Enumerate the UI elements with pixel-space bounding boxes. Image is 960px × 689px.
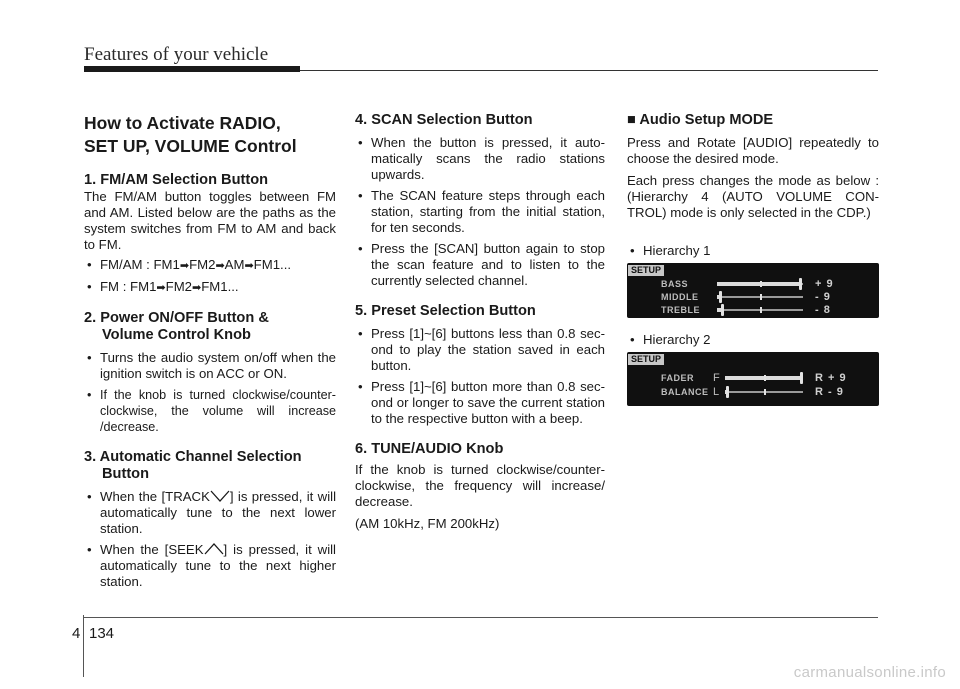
footer-rule-horizontal bbox=[83, 617, 878, 618]
section-power-title-line2: Volume Control Knob bbox=[102, 327, 251, 343]
header-rule-thin bbox=[300, 70, 878, 71]
main-heading-line2: SET UP, VOLUME Control bbox=[84, 136, 297, 156]
setup-row-value: R + 9 bbox=[815, 372, 847, 384]
fm-path-item bbox=[84, 279, 336, 296]
setup-tag: SETUP bbox=[628, 265, 664, 276]
arrow-right-icon: ➡ bbox=[156, 282, 166, 294]
seek-text-post: ] is pressed, it will automatically tune to the next higher station. bbox=[100, 542, 336, 589]
setup-row bbox=[627, 290, 879, 304]
setup-slider-fill bbox=[717, 282, 800, 286]
arrow-right-icon: ➡ bbox=[215, 260, 225, 272]
arrow-right-icon: ➡ bbox=[244, 260, 254, 272]
section-power-title bbox=[84, 310, 336, 344]
path-step: AM bbox=[224, 257, 245, 272]
section-tune-note: (AM 10kHz, FM 200kHz) bbox=[355, 516, 500, 531]
setup-row-value: + 9 bbox=[815, 278, 834, 290]
setup-slider-knob bbox=[799, 278, 802, 290]
setup-slider-center-mark bbox=[760, 307, 762, 313]
scan-list bbox=[355, 135, 605, 289]
setup-row-value: - 9 bbox=[815, 291, 831, 303]
watermark: carmanualsonline.info bbox=[793, 664, 946, 681]
section-tune-title: 6. TUNE/AUDIO Knob bbox=[355, 441, 504, 457]
column-2 bbox=[355, 112, 605, 532]
setup-slider-center-mark bbox=[760, 281, 762, 287]
section-tune-text: If the knob is turned clockwise/counter-clockwise, the frequency will increase/ decrease. bbox=[355, 462, 605, 509]
setup-row-left-letter: F bbox=[713, 372, 720, 384]
setup-panel-hierarchy-2 bbox=[627, 352, 879, 406]
setup-slider-knob bbox=[719, 291, 722, 303]
main-heading bbox=[84, 112, 336, 158]
setup-tag: SETUP bbox=[628, 354, 664, 365]
hierarchy-2-list bbox=[627, 332, 879, 348]
chevron-down-icon bbox=[210, 490, 230, 502]
setup-row-name: TREBLE bbox=[661, 305, 700, 315]
audio-setup-p2: Each press changes the mode as below : (Hierarchy 4 (AUTO VOLUME CON-TROL) mode is only selected in the CDP.) bbox=[627, 173, 879, 220]
track-text-pre: When the [TRACK bbox=[100, 489, 210, 504]
preset-list bbox=[355, 326, 605, 427]
path-step: FM2 bbox=[189, 257, 216, 272]
section-scan-title: 4. SCAN Selection Button bbox=[355, 112, 533, 128]
setup-row bbox=[627, 303, 879, 317]
seek-item bbox=[84, 542, 336, 590]
main-heading-line1: How to Activate RADIO, bbox=[84, 113, 281, 133]
setup-slider-track bbox=[717, 296, 803, 298]
header-title: Features of your vehicle bbox=[84, 44, 269, 65]
setup-row bbox=[627, 385, 879, 399]
setup-slider-knob bbox=[800, 372, 803, 384]
power-item-onoff: • Turns the audio system on/off when the ignition switch is on ACC or ON. bbox=[84, 350, 336, 382]
setup-row-value: R - 9 bbox=[815, 386, 844, 398]
section-auto-channel-title bbox=[84, 449, 336, 483]
section-auto-channel-title-line2: Button bbox=[102, 466, 150, 482]
page-number: 134 bbox=[89, 625, 115, 642]
scan-item-stop: • Press the [SCAN] button again to stop the scan feature and to listen to the currently selected channel. bbox=[355, 241, 605, 289]
track-item bbox=[84, 489, 336, 537]
header-rule-thick bbox=[84, 66, 300, 72]
setup-row bbox=[627, 277, 879, 291]
setup-slider-track bbox=[717, 283, 803, 285]
path-step: FM/AM : FM1 bbox=[100, 257, 180, 272]
section-auto-channel-title-line1: 3. Automatic Channel Selection bbox=[84, 449, 302, 465]
setup-row-left-letter: L bbox=[713, 386, 720, 398]
power-item-volume: • If the knob is turned clockwise/counter-clockwise, the volume will increase /decrease. bbox=[84, 387, 336, 435]
path-step: FM1... bbox=[201, 279, 239, 294]
section-power-title-line1: 2. Power ON/OFF Button & bbox=[84, 310, 269, 326]
hierarchy-1-list bbox=[627, 243, 879, 259]
setup-slider-center-mark bbox=[764, 389, 766, 395]
chapter-number: 4 bbox=[72, 625, 81, 642]
audio-setup-p1: Press and Rotate [AUDIO] repeatedly to choose the desired mode. bbox=[627, 135, 879, 166]
scan-item-auto: • When the button is pressed, it auto-matically scans the radio stations upwards. bbox=[355, 135, 605, 183]
fm-am-path-item bbox=[84, 257, 336, 274]
arrow-right-icon: ➡ bbox=[192, 282, 202, 294]
setup-slider-knob bbox=[721, 304, 724, 316]
section-fm-am-text: The FM/AM button toggles between FM and AM. Listed below are the paths as the system switches from FM to AM and back to FM. bbox=[84, 189, 336, 252]
setup-row-value: - 8 bbox=[815, 304, 831, 316]
scan-item-steps: • The SCAN feature steps through each station, starting from the initial station, for ten seconds. bbox=[355, 188, 605, 236]
path-step: FM1... bbox=[253, 257, 292, 272]
setup-slider-track bbox=[725, 391, 803, 393]
hierarchy-1-label: • Hierarchy 1 bbox=[627, 243, 879, 259]
fm-am-path-list bbox=[84, 257, 336, 296]
setup-panel-hierarchy-1 bbox=[627, 263, 879, 318]
setup-slider-track bbox=[717, 309, 803, 311]
chevron-up-icon bbox=[204, 543, 224, 555]
setup-row-name: FADER bbox=[661, 373, 695, 383]
auto-channel-list bbox=[84, 489, 336, 590]
path-step: FM2 bbox=[165, 279, 193, 294]
seek-text-pre: When the [SEEK bbox=[100, 542, 204, 557]
power-list bbox=[84, 350, 336, 435]
setup-row-name: BASS bbox=[661, 279, 689, 289]
setup-row bbox=[627, 371, 879, 385]
preset-item-save: • Press [1]~[6] button more than 0.8 sec-ond or longer to save the current station to the respective button with a beep. bbox=[355, 379, 605, 427]
setup-slider-knob bbox=[726, 386, 729, 398]
preset-item-play: • Press [1]~[6] buttons less than 0.8 sec-ond to play the station saved in each button. bbox=[355, 326, 605, 374]
setup-row-name: MIDDLE bbox=[661, 292, 699, 302]
column-3 bbox=[627, 112, 879, 416]
setup-slider-fill bbox=[725, 376, 801, 380]
setup-slider-track bbox=[725, 377, 803, 379]
section-fm-am-title: 1. FM/AM Selection Button bbox=[84, 172, 269, 188]
setup-slider-center-mark bbox=[764, 375, 766, 381]
setup-row-name: BALANCE bbox=[661, 387, 709, 397]
path-step: FM : FM1 bbox=[100, 279, 157, 294]
column-1 bbox=[84, 112, 336, 595]
footer-rule-vertical bbox=[83, 615, 84, 677]
section-preset-title: 5. Preset Selection Button bbox=[355, 303, 536, 319]
hierarchy-2-label: • Hierarchy 2 bbox=[627, 332, 879, 348]
track-text-post: ] is pressed, it will automatically tune to the next lower station. bbox=[100, 489, 336, 536]
arrow-right-icon: ➡ bbox=[179, 260, 190, 272]
audio-setup-title: ■ Audio Setup MODE bbox=[627, 112, 774, 128]
setup-slider-center-mark bbox=[760, 294, 762, 300]
